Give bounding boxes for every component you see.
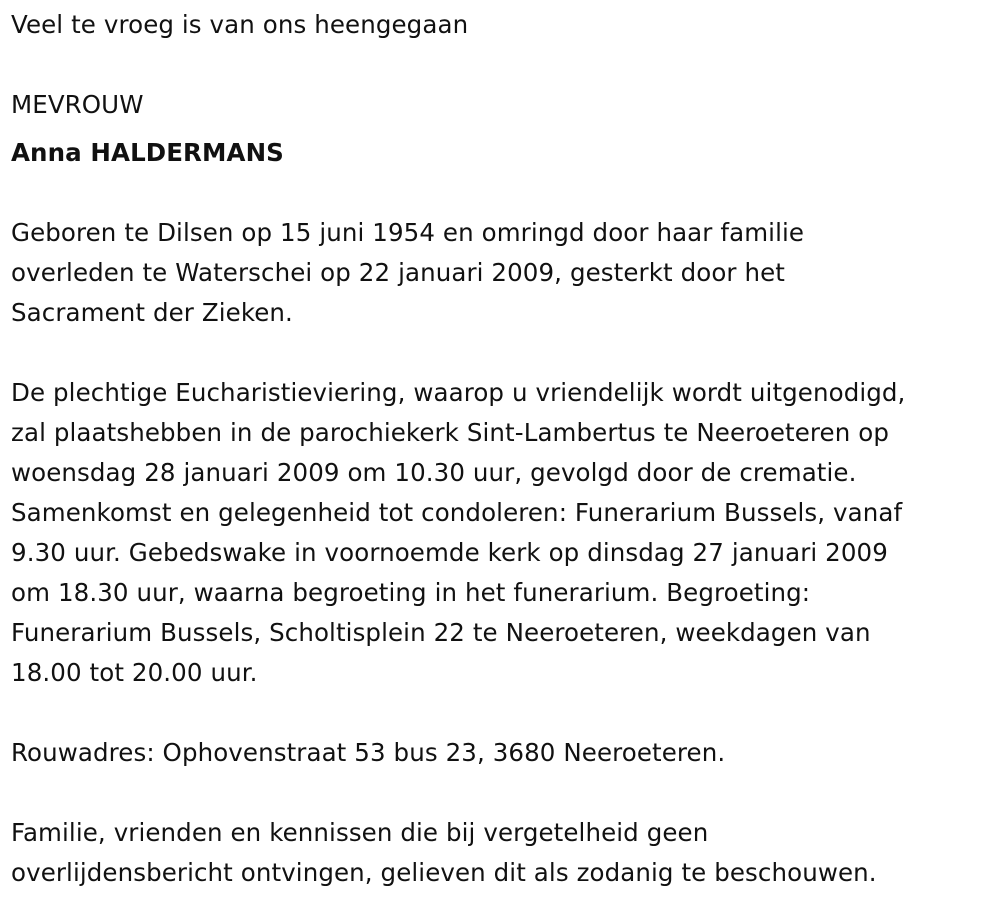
paragraph-line: om 18.30 uur, waarna begroeting in het funerarium. Begroeting:: [11, 578, 811, 607]
paragraph-line: Geboren te Dilsen op 15 juni 1954 en omringd door haar familie: [11, 218, 805, 247]
mourning-address: Rouwadres: Ophovenstraat 53 bus 23, 3680 Neeroeteren.: [11, 738, 726, 767]
paragraph-line: Sacrament der Zieken.: [11, 298, 293, 327]
paragraph-line: Familie, vrienden en kennissen die bij vergetelheid geen: [11, 818, 709, 847]
paragraph-line: overleden te Waterschei op 22 januari 2009, gesterkt door het: [11, 258, 785, 287]
paragraph-line: De plechtige Eucharistieviering, waarop u vriendelijk wordt uitgenodigd,: [11, 378, 906, 407]
paragraph-line: Samenkomst en gelegenheid tot condoleren: Funerarium Bussels, vanaf: [11, 498, 903, 527]
paragraph-line: zal plaatshebben in de parochiekerk Sint-Lambertus te Neeroeteren op: [11, 418, 889, 447]
salutation: MEVROUW: [11, 90, 144, 119]
paragraph-line: woensdag 28 januari 2009 om 10.30 uur, gevolgd door de crematie.: [11, 458, 857, 487]
paragraph-line: 9.30 uur. Gebedswake in voornoemde kerk op dinsdag 27 januari 2009: [11, 538, 888, 567]
deceased-name: Anna HALDERMANS: [11, 138, 284, 167]
paragraph-line: 18.00 tot 20.00 uur.: [11, 658, 258, 687]
intro-line: Veel te vroeg is van ons heengegaan: [11, 10, 469, 39]
paragraph-line: Funerarium Bussels, Scholtisplein 22 te Neeroeteren, weekdagen van: [11, 618, 871, 647]
paragraph-line: overlijdensbericht ontvingen, gelieven dit als zodanig te beschouwen.: [11, 858, 877, 887]
